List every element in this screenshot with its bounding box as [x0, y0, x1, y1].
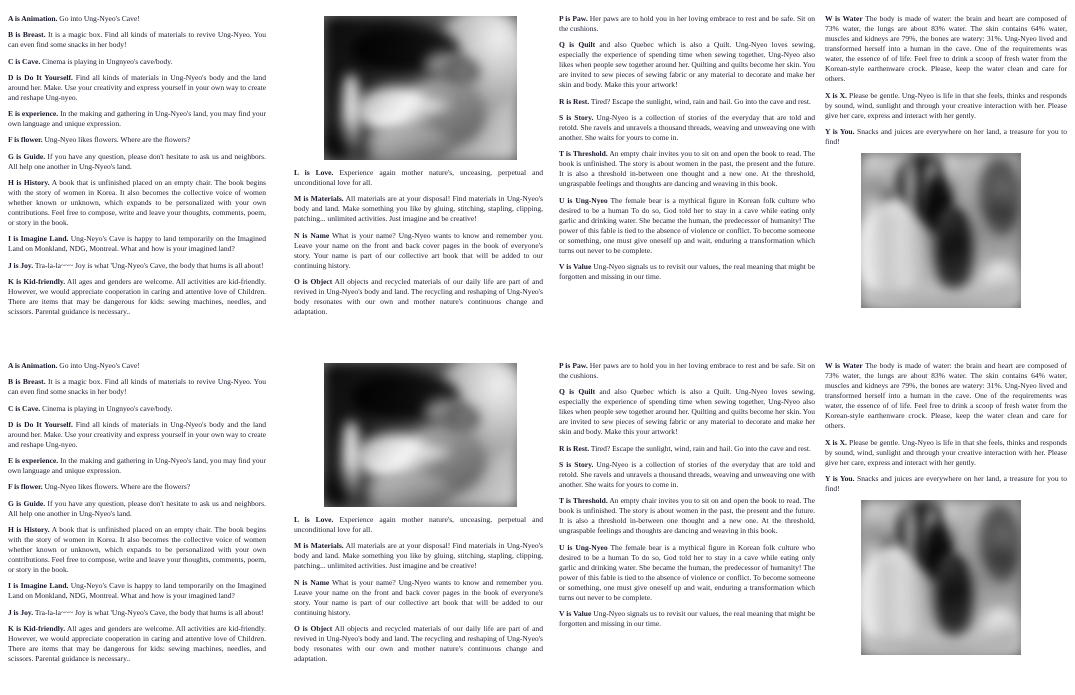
- entry-body: Ung-Nyeo is a collection of stories of the everyday that are told and retold. She ravels and unravels a thousand threads, weaving and unweaving one with another. She waits for yours to come in.: [559, 112, 815, 143]
- photo-layer-shadow: [324, 117, 382, 160]
- entry-term: C is Cave.: [8, 403, 41, 413]
- entry-term: H is History.: [8, 177, 50, 187]
- glossary-entry-l: [294, 168, 543, 188]
- entry-term: K is Kid-friendly.: [8, 623, 66, 633]
- glossary-entry-x: [825, 438, 1067, 468]
- glossary-entry-g: [8, 499, 266, 519]
- glossary-entry-r: [559, 444, 815, 454]
- glossary-entry-i: [8, 581, 266, 601]
- photo-layer-floor: [861, 283, 1021, 308]
- entry-body: A book that is unfinished placed on an empty chair. The book begins with the story of women in Korea. It also becomes the collective voice of women whether known or unknown, which expands to be personalized with your own contributions. Feel free to compose, write and leave your thoughts, comments, poem, or story in the book.: [8, 177, 266, 228]
- text-column-2: [278, 14, 555, 347]
- entry-body: All ages and genders are welcome. All activities are kid-friendly. However, we would appreciate cooperation in caring and attentive love of Children. There are items that may be dangerous for kids: sewing machines, needles, and scissors. Parental guidance is necessary..: [8, 276, 266, 316]
- column-layout: [0, 0, 1075, 347]
- entry-body: Her paws are to hold you in her loving embrace to rest and be safe. Sit on the cushions.: [559, 14, 815, 34]
- entry-body: Snacks and juices are everywhere on her land, a treasure for you to find!: [825, 473, 1067, 493]
- glossary-entry-y: [825, 474, 1067, 494]
- entry-term: D is Do It Yourself.: [8, 72, 73, 82]
- entry-term: S is Story.: [559, 459, 594, 469]
- entry-term: B is Breast.: [8, 30, 46, 40]
- build-photo: [861, 500, 1021, 655]
- entry-body: Cinema is playing in Ungnyeo's cave/body.: [40, 403, 173, 413]
- glossary-entry-e: [8, 456, 266, 476]
- glossary-entry-g: [8, 152, 266, 172]
- glossary-entry-b: [8, 377, 266, 397]
- photo-layer-highlight: [413, 97, 455, 114]
- glossary-entry-a: [8, 14, 266, 24]
- text-column-1: [0, 14, 278, 347]
- entry-body: It is a magic box. Find all kinds of materials to revive Ung-Nyeo. You can even find some snacks in her body!: [8, 377, 266, 397]
- entry-body: Go into Ung-Nyeo's Cave!: [57, 361, 140, 370]
- entry-body: All materials are at your disposal! Find materials in Ung-Nyeo's body and land. Make something you like by gluing, stitching, stapling, clipping, patching... unlimited activities. Just imagine and be creative!: [294, 541, 543, 571]
- entry-body: Tra-la-la~~~ Joy is what 'Ung-Nyeo's Cave, the body that hums is all about!: [33, 607, 264, 617]
- glossary-entry-o: [294, 277, 543, 317]
- glossary-entry-k: [8, 277, 266, 317]
- entry-term: V is Value: [559, 609, 592, 619]
- glossary-entry-c: [8, 404, 266, 414]
- entry-body: All objects and recycled materials of our daily life are part of and revived in Ung-Nyeo's body and land. The recycling and reshaping of Ung-Nyeo's body resonates with our own and mother nature's continuous change and adaptation.: [294, 623, 543, 664]
- glossary-entry-d: [8, 73, 266, 103]
- glossary-entry-q: [559, 40, 815, 90]
- glossary-entry-d: [8, 420, 266, 450]
- entry-term: I is Imagine Land.: [8, 581, 69, 591]
- entry-term: R is Rest.: [559, 96, 590, 106]
- entry-body: Snacks and juices are everywhere on her land, a treasure for you to find!: [825, 126, 1067, 146]
- entry-body: Find all kinds of materials in Ung-Nyeo's body and the land around her. Make. Use your creativity and express yourself in your own way to create and reshape Ung-nyeo.: [8, 72, 266, 102]
- glossary-entry-l: [294, 515, 543, 535]
- glossary-entry-f: [8, 135, 266, 145]
- entry-body: Cinema is playing in Ungnyeo's cave/body.: [40, 56, 173, 66]
- glossary-entry-q: [559, 387, 815, 437]
- build-photo: [861, 153, 1021, 308]
- photo-layer-highlight: [413, 444, 455, 461]
- entry-body: All objects and recycled materials of our daily life are part of and revived in Ung-Nyeo's body and land. The recycling and reshaping of Ung-Nyeo's body resonates with our own and mother nature's continuous change and adaptation.: [294, 276, 543, 317]
- entry-term: X is X.: [825, 90, 847, 100]
- photo-layer-person-right: [989, 181, 1015, 234]
- entry-term: Q is Quilt: [559, 387, 596, 397]
- glossary-entry-j: [8, 608, 266, 618]
- entry-body: Ung-Neyo's Cave is happy to land temporarily on the Imagined Land on Monkland, NDG, Montreal. What and how is your imagined land?: [8, 581, 266, 601]
- entry-body: All materials are at your disposal! Find materials in Ung-Nyeo's body and land. Make something you like by gluing, stitching, stapling, clipping, patching... unlimited activities. Just imagine and be creative!: [294, 194, 543, 224]
- glossary-entry-e: [8, 109, 266, 129]
- glossary-entry-w: [825, 14, 1067, 84]
- glossary-entry-v: [559, 609, 815, 629]
- entry-term: M is Materials.: [294, 194, 344, 204]
- entry-body: Ung-Neyo's Cave is happy to land temporarily on the Imagined Land on Monkland, NDG, Montreal. What and how is your imagined land?: [8, 234, 266, 254]
- entry-body: Ung-Nyeo likes flowers. Where are the flowers?: [42, 135, 191, 145]
- glossary-entry-n: [294, 231, 543, 271]
- glossary-entry-h: [8, 525, 266, 575]
- photo-layer-second-hand: [446, 59, 481, 85]
- glossary-entry-f: [8, 482, 266, 492]
- entry-term: D is Do It Yourself.: [8, 419, 73, 429]
- glossary-entry-n: [294, 578, 543, 618]
- entry-term: Y is You.: [825, 126, 855, 136]
- entry-term: J is Joy.: [8, 260, 34, 270]
- text-column-4: [825, 14, 1075, 347]
- entry-term: J is Joy.: [8, 607, 34, 617]
- glossary-entry-c: [8, 57, 266, 67]
- entry-term: P is Paw.: [559, 361, 588, 370]
- entry-body: Ung-Nyeo signals us to revisit our values, the real meaning that might be forgotten and missing in our time.: [559, 262, 815, 282]
- entry-term: W is Water: [825, 361, 863, 370]
- entry-body: Experience again mother nature's, unceasing, perpetual and unconditional love for all.: [294, 168, 543, 188]
- glossary-entry-a: [8, 361, 266, 371]
- photo-layer-second-hand: [446, 406, 481, 432]
- glossary-sheet-top: [0, 0, 1075, 347]
- text-column-3: [555, 361, 825, 694]
- entry-body: Please be gentle. Ung-Nyeo is life in that she feels, thinks and responds by sound, wind, sunlight and through your creative interaction with her. Please give her care, express and interact with her gently.: [825, 90, 1067, 120]
- entry-body: Tra-la-la~~~ Joy is what 'Ung-Nyeo's Cave, the body that hums is all about!: [33, 260, 264, 270]
- glossary-entry-y: [825, 127, 1067, 147]
- entry-body: Tired? Escape the sunlight, wind, rain and hail. Go into the cave and rest.: [589, 96, 811, 106]
- entry-term: S is Story.: [559, 112, 594, 122]
- entry-body: Her paws are to hold you in her loving embrace to rest and be safe. Sit on the cushions.: [559, 361, 815, 381]
- glossary-entry-s: [559, 113, 815, 143]
- glossary-entry-t: [559, 149, 815, 189]
- entry-term: V is Value: [559, 262, 592, 272]
- entry-body: Tired? Escape the sunlight, wind, rain and hail. Go into the cave and rest.: [589, 443, 811, 453]
- photo-layer-person-right: [989, 528, 1015, 581]
- entry-term: A is Animation.: [8, 14, 58, 23]
- glossary-entry-k: [8, 624, 266, 664]
- entry-body: Go into Ung-Nyeo's Cave!: [57, 14, 140, 23]
- text-column-4: [825, 361, 1075, 694]
- glossary-entry-t: [559, 496, 815, 536]
- entry-body: An empty chair invites you to sit on and open the book to read. The book is unfinished. The story is about women in the past, the present and the future. It is also a threshold in-between one thought and a new one. At the threshold, ungraspable feelings and thoughts are dancing and weaving in this book.: [559, 149, 815, 189]
- glossary-entry-h: [8, 178, 266, 228]
- glossary-entry-s: [559, 460, 815, 490]
- glossary-entry-x: [825, 91, 1067, 121]
- entry-term: U is Ung-Nyeo: [559, 195, 608, 205]
- glossary-entry-m: [294, 541, 543, 571]
- entry-body: What is your name? Ung-Nyeo wants to know and remember you. Leave your name on the front and back cover pages in the book of everyone's story. Your name is part of our collective art book that will be added to our continuing history.: [294, 230, 544, 270]
- entry-term: H is History.: [8, 524, 50, 534]
- entry-body: If you have any question, please don't hesitate to ask us and neighbors. All help one another in Ung-Nyeo's land.: [8, 151, 266, 171]
- photo-layer-shadow: [324, 464, 382, 507]
- entry-body: The body is made of water: the brain and heart are composed of 73% water, the lungs are about 83% water. The skin contains 64% water, muscles and kidneys are 79%, the bones are watery: 31%. Ung-Nyeo lived and transformed herself into a human in the cave. One of the requirements was water, the essence of of life. Feel free to drink a scoop of fresh water from the Korean-style earthenware crock. Please, keep the water clean and care for others.: [825, 14, 1067, 84]
- entry-term: A is Animation.: [8, 361, 58, 370]
- entry-term: C is Cave.: [8, 56, 41, 66]
- entry-body: Find all kinds of materials in Ung-Nyeo's body and the land around her. Make. Use your creativity and express yourself in your own way to create and reshape Ung-nyeo.: [8, 419, 266, 449]
- text-column-2: [278, 361, 555, 694]
- text-column-1: [0, 361, 278, 694]
- entry-term: M is Materials.: [294, 541, 344, 551]
- glossary-entry-p: [559, 14, 815, 34]
- entry-term: E is experience.: [8, 109, 59, 119]
- entry-term: N is Name: [294, 577, 330, 587]
- entry-body: The female bear is a mythical figure in Korean folk culture who desired to be a human To do so, God told her to stay in a cave while eating only garlic and drinking water. She became the human, the predecessor of humanity! The power of this fable is tied to the absence of violence or conflict. To become someone or something, one must give oneself up and wait, enduring a transformation which turns out never to be complete.: [559, 195, 815, 255]
- entry-term: X is X.: [825, 437, 847, 447]
- love-photo: [324, 16, 517, 160]
- entry-term: L is Love.: [294, 168, 334, 177]
- photo-layer-head: [939, 556, 961, 581]
- entry-body: Please be gentle. Ung-Nyeo is life in that she feels, thinks and responds by sound, wind, sunlight and through your creative interaction with her. Please give her care, express and interact with her gently.: [825, 437, 1067, 467]
- entry-term: G is Guide.: [8, 151, 46, 161]
- entry-term: T is Threshold.: [559, 149, 608, 159]
- entry-body: A book that is unfinished placed on an empty chair. The book begins with the story of women in Korea. It also becomes the collective voice of women whether known or unknown, which expands to be personalized with your own contributions. Feel free to compose, write and leave your thoughts, comments, poem, or story in the book.: [8, 524, 266, 575]
- entry-body: An empty chair invites you to sit on and open the book to read. The book is unfinished. The story is about women in the past, the present and the future. It is also a threshold in-between one thought and a new one. At the threshold, ungraspable feelings and thoughts are dancing and weaving in this book.: [559, 496, 815, 536]
- entry-body: All ages and genders are welcome. All activities are kid-friendly. However, we would appreciate cooperation in caring and attentive love of Children. There are items that may be dangerous for kids: sewing machines, needles, and scissors. Parental guidance is necessary..: [8, 623, 266, 663]
- entry-term: U is Ung-Nyeo: [559, 542, 608, 552]
- entry-term: Q is Quilt: [559, 40, 596, 50]
- entry-body: The body is made of water: the brain and heart are composed of 73% water, the lungs are about 83% water. The skin contains 64% water, muscles and kidneys are 79%, the bones are watery: 31%. Ung-Nyeo lived and transformed herself into a human in the cave. One of the requirements was water, the essence of of life. Feel free to drink a scoop of fresh water from the Korean-style earthenware crock. Please, keep the water clean and care for others.: [825, 361, 1067, 431]
- entry-term: K is Kid-friendly.: [8, 276, 66, 286]
- glossary-entry-u: [559, 543, 815, 603]
- glossary-entry-b: [8, 30, 266, 50]
- glossary-entry-w: [825, 361, 1067, 431]
- entry-term: O is Object: [294, 276, 333, 286]
- entry-term: L is Love.: [294, 515, 334, 524]
- glossary-entry-u: [559, 196, 815, 256]
- entry-body: and also Quebec which is also a Quilt. Ung-Nyeo loves sewing, especially the experience of spending time when sewing together, Ung-Nyeo also likes when people sew together around her. Quilting and quilts become her skin. You are invited to sew pieces of sewing fabric or any material to decorate and make her skin and body. Make this your artwork!: [559, 387, 815, 437]
- photo-layer-head: [939, 209, 961, 234]
- entry-body: In the making and gathering in Ung-Nyeo's land, you may find your own language and unique expression.: [8, 456, 266, 476]
- entry-term: I is Imagine Land.: [8, 234, 69, 244]
- entry-term: B is Breast.: [8, 377, 46, 387]
- entry-body: Ung-Nyeo likes flowers. Where are the flowers?: [42, 482, 191, 492]
- entry-term: W is Water: [825, 14, 863, 23]
- photo-layer-floor: [861, 630, 1021, 655]
- entry-term: E is experience.: [8, 456, 59, 466]
- glossary-entry-r: [559, 97, 815, 107]
- entry-body: It is a magic box. Find all kinds of materials to revive Ung-Nyeo. You can even find some snacks in her body!: [8, 30, 266, 50]
- entry-body: In the making and gathering in Ung-Nyeo's land, you may find your own language and unique expression.: [8, 109, 266, 129]
- entry-term: G is Guide.: [8, 498, 46, 508]
- glossary-entry-j: [8, 261, 266, 271]
- entry-body: The female bear is a mythical figure in Korean folk culture who desired to be a human To do so, God told her to stay in a cave while eating only garlic and drinking water. She became the human, the predecessor of humanity! The power of this fable is tied to the absence of violence or conflict. To become someone or something, one must give oneself up and wait, enduring a transformation which turns out never to be complete.: [559, 542, 815, 602]
- text-column-3: [555, 14, 825, 347]
- love-photo: [324, 363, 517, 507]
- column-layout: [0, 347, 1075, 694]
- entry-term: O is Object: [294, 623, 333, 633]
- entry-body: If you have any question, please don't hesitate to ask us and neighbors. All help one another in Ung-Nyeo's land.: [8, 498, 266, 518]
- entry-term: N is Name: [294, 230, 330, 240]
- glossary-entry-o: [294, 624, 543, 664]
- entry-term: R is Rest.: [559, 443, 590, 453]
- glossary-entry-v: [559, 262, 815, 282]
- photo-layer-sculpture-ridges: [864, 556, 918, 640]
- entry-term: P is Paw.: [559, 14, 588, 23]
- entry-term: F is flower.: [8, 135, 43, 145]
- glossary-entry-m: [294, 194, 543, 224]
- entry-body: Ung-Nyeo signals us to revisit our values, the real meaning that might be forgotten and missing in our time.: [559, 609, 815, 629]
- entry-term: F is flower.: [8, 482, 43, 492]
- entry-term: Y is You.: [825, 473, 855, 483]
- entry-body: Ung-Nyeo is a collection of stories of the everyday that are told and retold. She ravels and unravels a thousand threads, weaving and unweaving one with another. She waits for yours to come in.: [559, 459, 815, 490]
- glossary-entry-i: [8, 234, 266, 254]
- entry-term: T is Threshold.: [559, 496, 608, 506]
- entry-body: Experience again mother nature's, unceasing, perpetual and unconditional love for all.: [294, 515, 543, 535]
- entry-body: What is your name? Ung-Nyeo wants to know and remember you. Leave your name on the front and back cover pages in the book of everyone's story. Your name is part of our collective art book that will be added to our continuing history.: [294, 577, 544, 617]
- entry-body: and also Quebec which is also a Quilt. Ung-Nyeo loves sewing, especially the experience of spending time when sewing together, Ung-Nyeo also likes when people sew together around her. Quilting and quilts become her skin. You are invited to sew pieces of sewing fabric or any material to decorate and make her skin and body. Make this your artwork!: [559, 40, 815, 90]
- photo-layer-sculpture-ridges: [864, 209, 918, 293]
- glossary-entry-p: [559, 361, 815, 381]
- glossary-sheet-bottom: [0, 347, 1075, 694]
